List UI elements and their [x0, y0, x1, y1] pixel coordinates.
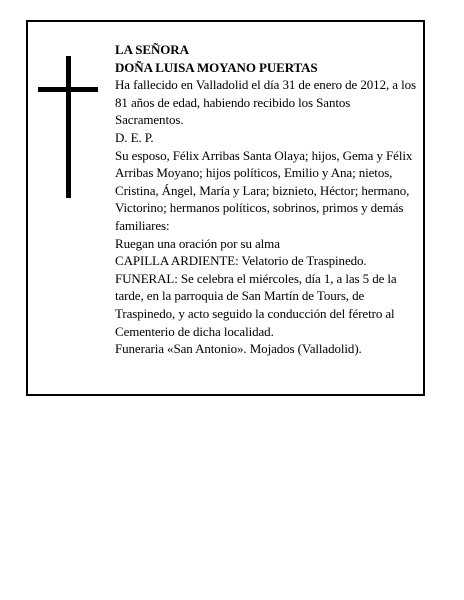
header-title: LA SEÑORA [115, 42, 189, 57]
funeral-home: Funeraria «San Antonio». Mojados (Valladolid). [115, 341, 362, 357]
cross-horizontal-bar [38, 87, 98, 92]
notice-text-block [115, 41, 421, 358]
family-list: Su esposo, Félix Arribas Santa Olaya; hijos, Gema y Félix Arribas Moyano; hijos políticos, Emilio y Ana; nietos, Cristina, Ángel, María y Lara; biznieto, Héctor; hermano, Victorino; hermanos políticos, sobrinos, primos y demás familiares: [115, 147, 413, 233]
chapel-info: CAPILLA ARDIENTE: Velatorio de Traspinedo. [115, 253, 367, 269]
funeral-info: FUNERAL: Se celebra el miércoles, día 1, a las 5 de la tarde, en la parroquia de San Martín de Tours, de Traspinedo, y acto seguido la conducción del féretro al Cementerio de dicha localidad. [115, 270, 397, 339]
deceased-name: DOÑA LUISA MOYANO PUERTAS [115, 59, 318, 75]
cross-vertical-bar [66, 56, 71, 198]
obituary-notice [26, 20, 425, 396]
prayer-request: Ruegan una oración por su alma [115, 235, 280, 251]
cross-icon [38, 56, 98, 198]
death-statement: Ha fallecido en Valladolid el día 31 de enero de 2012, a los 81 años de edad, habiendo recibido los Santos Sacramentos. [115, 77, 416, 128]
dep-line: D. E. P. [115, 129, 154, 145]
